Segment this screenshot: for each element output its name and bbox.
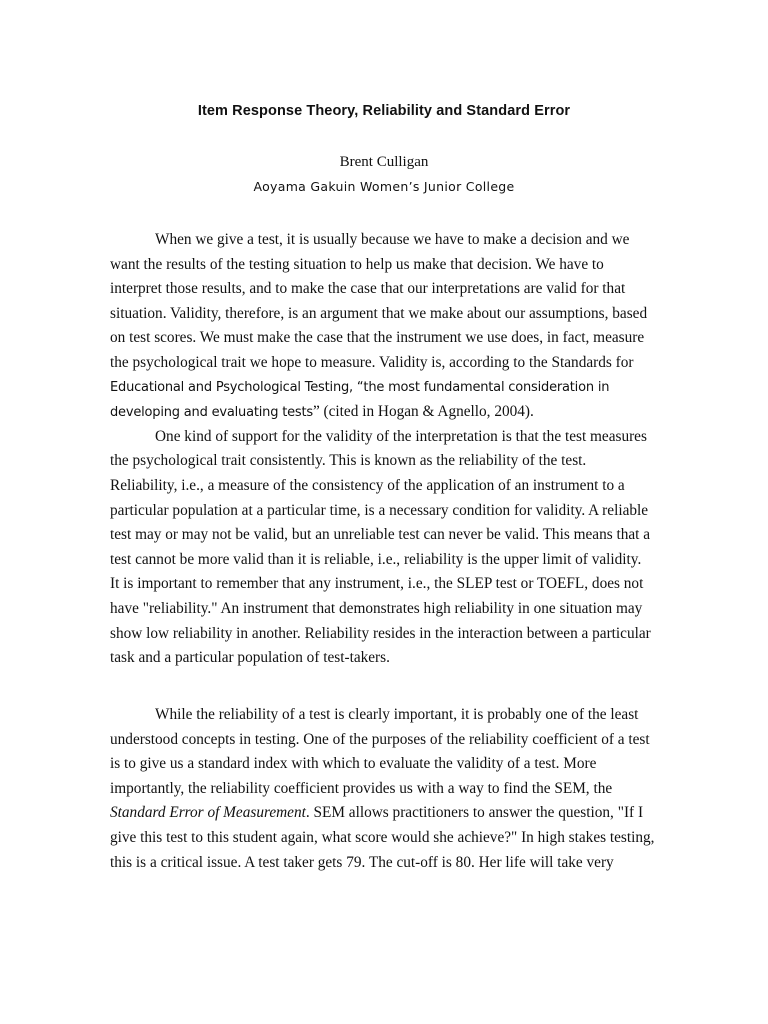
paragraph-line: It is important to remember that any instrument, i.e., the SLEP test or TOEFL, does not (110, 575, 644, 593)
paragraph-line: situation. Validity, therefore, is an argument that we make about our assumptions, based (110, 304, 648, 322)
paragraph-line: interpret those results, and to make the case that our interpretations are valid for that (110, 280, 626, 298)
paragraph-line: show low reliability in another. Reliability resides in the interaction between a particular (110, 624, 651, 642)
paragraph-line: the psychological trait consistently. This is known as the reliability of the test. (110, 452, 587, 470)
paragraph-line: this is a critical issue. A test taker gets 79. The cut-off is 80. Her life will take very (110, 853, 614, 871)
paragraph-line: particular population at a particular time, is a necessary condition for validity. A reliable (110, 501, 649, 519)
paragraph-line (110, 801, 670, 826)
paragraph-line: Educational and Psychological Testing, “the most fundamental consideration in (110, 379, 610, 395)
paragraph-line: task and a particular population of test-takers. (110, 649, 390, 667)
paragraph-line: test cannot be more valid than it is reliable, i.e., reliability is the upper limit of validity. (110, 550, 642, 568)
paragraph-line: is to give us a standard index with which to evaluate the validity of a test. More (110, 755, 597, 773)
paragraph-line: importantly, the reliability coefficient provides us with a way to find the SEM, the (110, 779, 613, 797)
paragraph-line: give this test to this student again, what score would she achieve?" In high stakes testing, (110, 828, 655, 846)
line-fragment: . SEM allows practitioners to answer the question, "If I (305, 804, 644, 822)
document-title: Item Response Theory, Reliability and Standard Error (197, 103, 571, 119)
body-section-2 (110, 703, 670, 875)
paragraph-line: want the results of the testing situation to help us make that decision. We have to (110, 255, 604, 273)
quote-fragment: developing and evaluating tests (110, 405, 313, 421)
body-section-1 (110, 228, 670, 671)
paragraph-line: understood concepts in testing. One of the purposes of the reliability coefficient of a test (110, 730, 650, 748)
paragraph-line: Reliability, i.e., a measure of the consistency of the application of an instrument to a (110, 476, 625, 494)
paragraph-line: One kind of support for the validity of the interpretation is that the test measures (155, 427, 647, 445)
italic-term: Standard Error of Measurement (110, 804, 306, 822)
paragraph-line: test may or may not be valid, but an unreliable test can never be valid. This means that a (110, 526, 651, 544)
paragraph-line: While the reliability of a test is clearly important, it is probably one of the least (155, 706, 639, 723)
paragraph-line: When we give a test, it is usually because we have to make a decision and we (155, 231, 630, 248)
author-affiliation: Aoyama Gakuin Women’s Junior College (253, 179, 515, 194)
paragraph-line: have "reliability." An instrument that demonstrates high reliability in one situation may (110, 599, 643, 617)
author-name: Brent Culligan (339, 154, 429, 170)
paragraph-line: on test scores. We must make the case that the instrument we use does, in fact, measure (110, 329, 645, 347)
citation-fragment: ” (cited in Hogan & Agnello, 2004). (312, 403, 534, 421)
paragraph-line (110, 400, 670, 425)
paragraph-line: the psychological trait we hope to measure. Validity is, according to the Standards for (110, 353, 634, 371)
